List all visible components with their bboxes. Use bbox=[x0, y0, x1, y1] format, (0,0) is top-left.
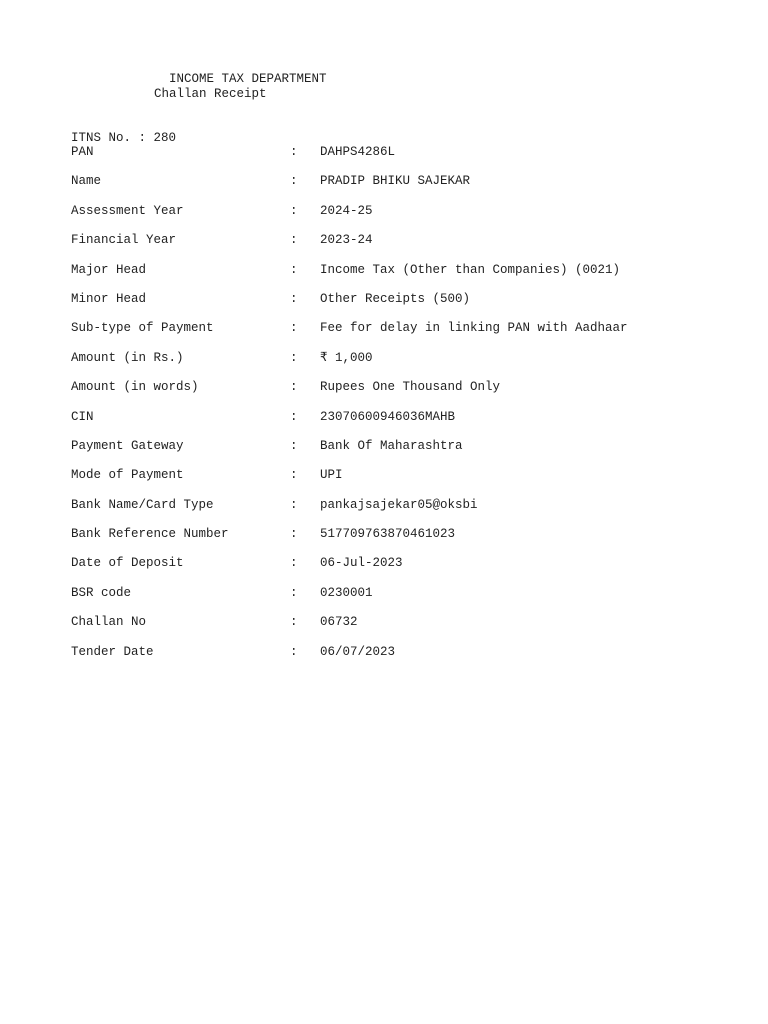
detail-row bbox=[71, 556, 711, 585]
detail-row bbox=[71, 351, 711, 380]
detail-separator: : bbox=[290, 174, 298, 189]
department-title: INCOME TAX DEPARTMENT bbox=[169, 72, 327, 86]
detail-separator: : bbox=[290, 262, 298, 277]
detail-label: Assessment Year bbox=[71, 203, 184, 218]
detail-separator: : bbox=[290, 233, 298, 248]
detail-label: Payment Gateway bbox=[71, 438, 184, 453]
detail-value: 06/07/2023 bbox=[320, 644, 396, 659]
detail-separator: : bbox=[290, 438, 298, 453]
detail-row bbox=[71, 468, 711, 497]
detail-row bbox=[71, 174, 711, 203]
detail-row bbox=[71, 615, 711, 644]
detail-separator: : bbox=[290, 497, 298, 512]
detail-row bbox=[71, 233, 711, 262]
itns-number: ITNS No. : 280 bbox=[71, 131, 177, 145]
detail-value: DAHPS4286L bbox=[320, 145, 396, 159]
detail-value: 0230001 bbox=[320, 585, 373, 600]
detail-value: ₹ 1,000 bbox=[320, 350, 373, 365]
detail-label: Tender Date bbox=[71, 644, 154, 659]
detail-value: 2023-24 bbox=[320, 233, 373, 248]
detail-label: Mode of Payment bbox=[71, 468, 184, 483]
detail-separator: : bbox=[290, 203, 298, 218]
detail-value: 23070600946036MAHB bbox=[320, 409, 456, 424]
detail-separator: : bbox=[290, 350, 298, 365]
detail-separator: : bbox=[290, 556, 298, 571]
detail-row bbox=[71, 145, 711, 174]
detail-value: Bank Of Maharashtra bbox=[320, 438, 463, 453]
detail-row bbox=[71, 527, 711, 556]
detail-value: Rupees One Thousand Only bbox=[320, 380, 501, 395]
detail-label: Name bbox=[71, 174, 102, 189]
detail-value: Other Receipts (500) bbox=[320, 291, 471, 306]
detail-value: Income Tax (Other than Companies) (0021) bbox=[320, 262, 621, 277]
detail-separator: : bbox=[290, 145, 298, 159]
detail-label: Date of Deposit bbox=[71, 556, 184, 571]
detail-separator: : bbox=[290, 615, 298, 630]
detail-separator: : bbox=[290, 409, 298, 424]
detail-value: 517709763870461023 bbox=[320, 527, 456, 542]
detail-label: Bank Reference Number bbox=[71, 527, 229, 542]
detail-label: Amount (in Rs.) bbox=[71, 350, 184, 365]
detail-label: Financial Year bbox=[71, 233, 177, 248]
detail-row bbox=[71, 586, 711, 615]
detail-row bbox=[71, 321, 711, 350]
detail-separator: : bbox=[290, 291, 298, 306]
detail-label: Amount (in words) bbox=[71, 380, 199, 395]
detail-row bbox=[71, 380, 711, 409]
detail-row bbox=[71, 645, 711, 674]
detail-label: Major Head bbox=[71, 262, 147, 277]
detail-label: Minor Head bbox=[71, 291, 147, 306]
detail-separator: : bbox=[290, 644, 298, 659]
detail-row bbox=[71, 292, 711, 321]
detail-value: Fee for delay in linking PAN with Aadhaar bbox=[320, 321, 628, 336]
detail-label: Bank Name/Card Type bbox=[71, 497, 214, 512]
detail-value: pankajsajekar05@oksbi bbox=[320, 497, 478, 512]
detail-separator: : bbox=[290, 321, 298, 336]
detail-label: Sub-type of Payment bbox=[71, 321, 214, 336]
detail-label: Challan No bbox=[71, 615, 147, 630]
detail-separator: : bbox=[290, 527, 298, 542]
detail-value: PRADIP BHIKU SAJEKAR bbox=[320, 174, 471, 189]
detail-row bbox=[71, 263, 711, 292]
detail-row bbox=[71, 204, 711, 233]
detail-separator: : bbox=[290, 585, 298, 600]
detail-value: UPI bbox=[320, 468, 343, 483]
detail-value: 06732 bbox=[320, 615, 358, 630]
detail-separator: : bbox=[290, 468, 298, 483]
receipt-details bbox=[71, 145, 711, 674]
detail-row bbox=[71, 439, 711, 468]
detail-row bbox=[71, 498, 711, 527]
detail-separator: : bbox=[290, 380, 298, 395]
detail-label: BSR code bbox=[71, 585, 132, 600]
detail-row bbox=[71, 410, 711, 439]
detail-value: 06-Jul-2023 bbox=[320, 556, 403, 571]
receipt-subtitle: Challan Receipt bbox=[154, 87, 267, 101]
detail-label: PAN bbox=[71, 145, 94, 159]
detail-label: CIN bbox=[71, 409, 94, 424]
detail-value: 2024-25 bbox=[320, 203, 373, 218]
